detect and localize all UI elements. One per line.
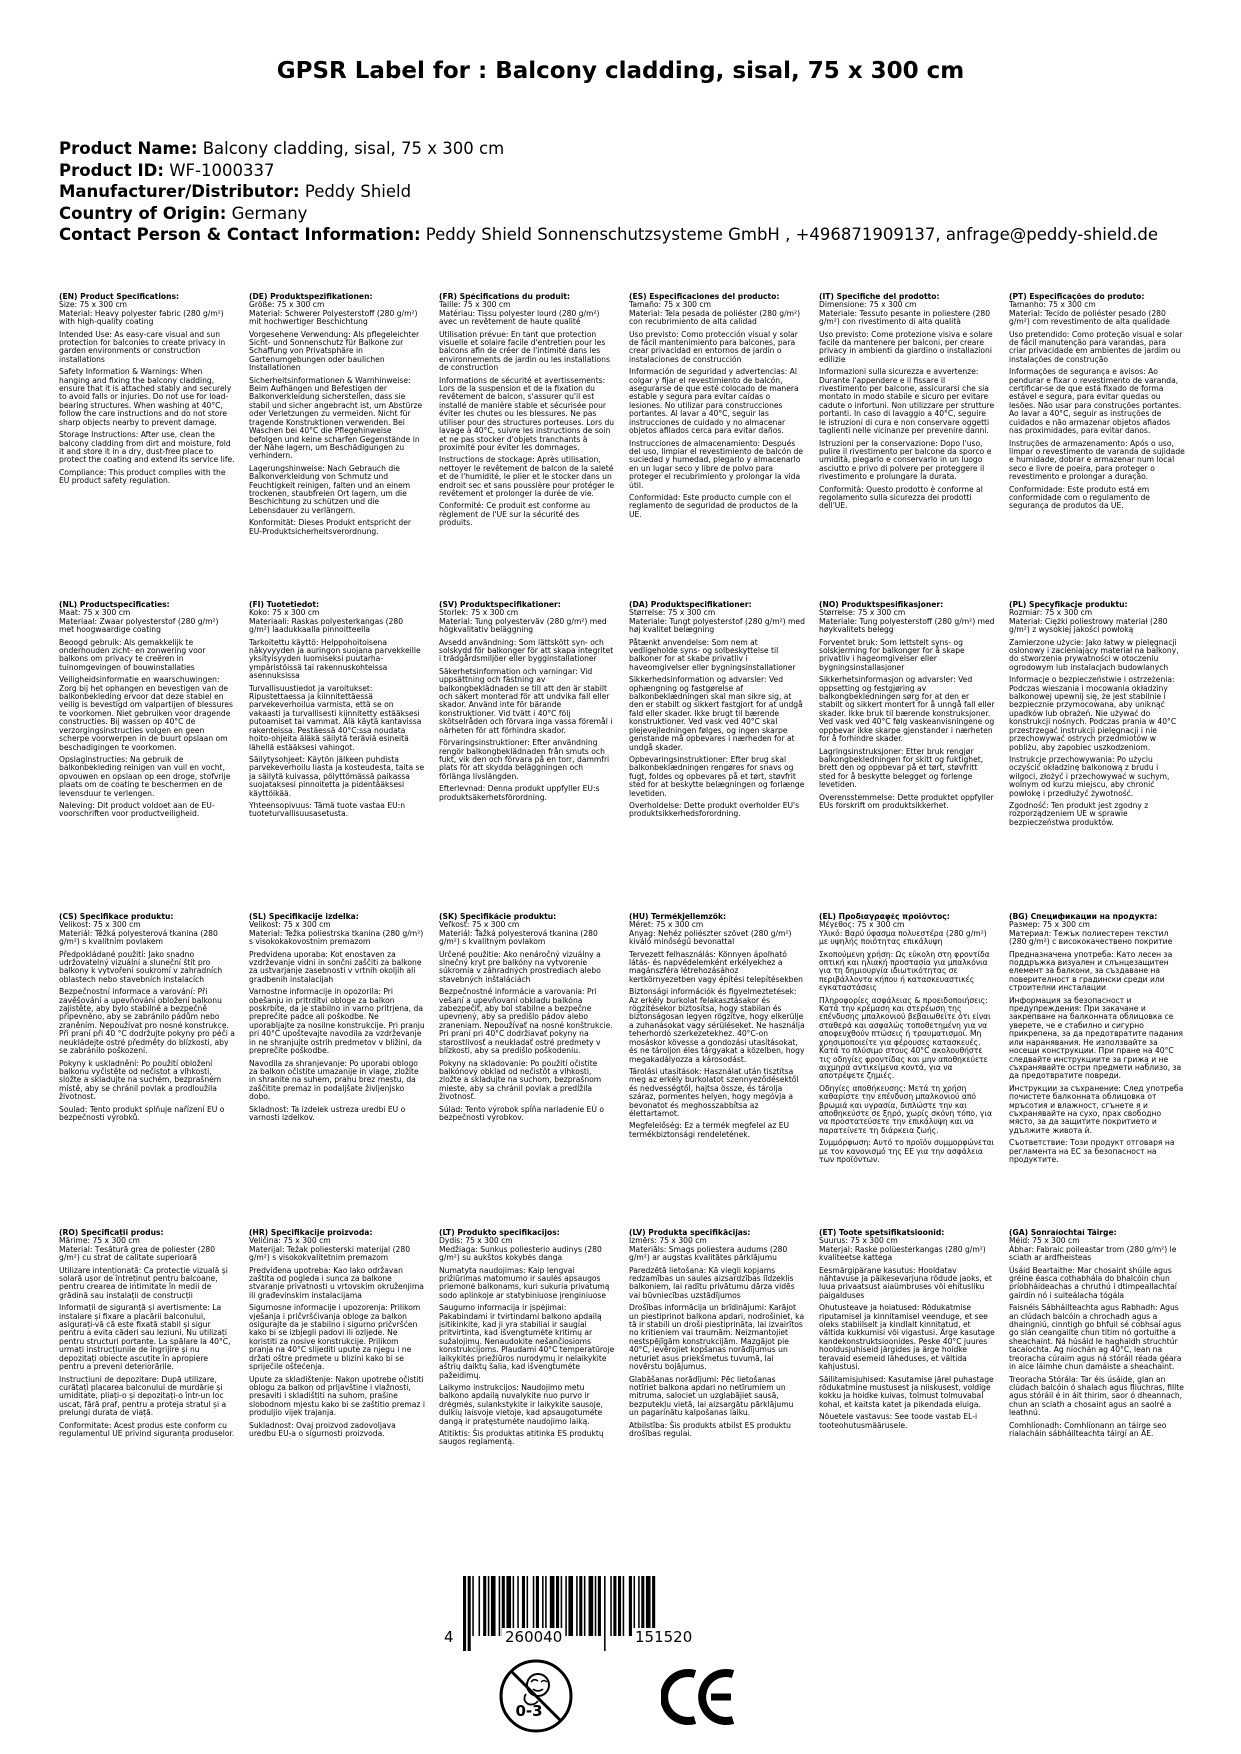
spec-size: Méret: 75 x 300 cm (629, 920, 704, 930)
spec-paragraph: Οδηγίες αποθήκευσης: Μετά τη χρήση καθαρίστε την επένδυση μπαλκονιού από βρωμιά και υγρασία, διπλώστε την και αποθηκεύστε σε ξηρό, χωρίς σκόνη τόπο, για να προστατεύσετε την επικάλυψη και να παρατείνετε τη διάρκεια ζωής. (819, 1083, 992, 1135)
spec-paragraph: Tárolási utasítások: Használat után tisztítsa meg az erkély burkolatot szennyeződésektől és nedvességtől, hajtsa össze, és tárolja száraz, pormentes helyen, hogy megóvja a bevonatot és meghosszabbítsa az élettartamot. (629, 1066, 799, 1118)
spec-block (1009, 913, 1199, 1168)
spec-size: Dimensione: 75 x 300 cm (819, 300, 917, 310)
spec-block (59, 913, 249, 1168)
barcode-bar (623, 1576, 625, 1636)
spec-size: Размер: 75 x 300 cm (1009, 920, 1090, 930)
spec-heading: (ES) Especificaciones del producto: (629, 293, 780, 301)
spec-paragraph: Utilisation prévue: En tant que protection visuelle et solaire facile d'entretien pour les balcons afin de créer de l'intimité dans les environnements de jardin ou les installations de construction (439, 329, 610, 373)
barcode-bar (618, 1576, 621, 1636)
barcode-bar (491, 1576, 496, 1636)
spec-paragraph: Atitiktis: Šis produktas atitinka ES produktų saugos reglamentą. (439, 1428, 604, 1447)
spec-paragraph: Uso previsto: Come protezione visiva e solare facile da mantenere per balconi, per creare privacy in ambienti da giardino o installazioni edilizie (819, 329, 993, 364)
barcode-bar (629, 1576, 632, 1636)
barcode-bar (610, 1576, 612, 1636)
barcode-bar (517, 1576, 519, 1636)
barcode-bar (513, 1576, 515, 1636)
spec-block (629, 601, 819, 831)
spec-size: Tamaño: 75 x 300 cm (629, 300, 711, 310)
spec-paragraph: Konformität: Dieses Produkt entspricht der EU-Produktsicherheitsverordnung. (249, 518, 412, 536)
spec-paragraph: Conformità: Questo prodotto è conforme al regolamento sulla sicurezza dei prodotti dell'UE. (819, 484, 983, 511)
spec-heading: (SL) Specifikacije izdelka: (249, 913, 359, 921)
spec-heading: (RO) Specificații produs: (59, 1229, 164, 1237)
barcode-bar (488, 1576, 490, 1636)
spec-paragraph: Material: Schwerer Polyesterstoff (280 g/m²) mit hochwertiger Beschichtung (249, 308, 418, 327)
barcode-bar (598, 1576, 601, 1636)
spec-row (59, 1229, 1199, 1451)
spec-size: Izmērs: 75 x 300 cm (629, 1236, 707, 1246)
spec-paragraph: Medžiaga: Sunkus poliesterio audinys (280 g/m²) su aukštos kokybės danga (439, 1244, 602, 1263)
spec-paragraph: Materiāls: Smags poliestera audums (280 g/m²) ar augstas kvalitātes pārklājumu (629, 1244, 788, 1263)
spec-paragraph: Предназначена употреба: Като лесен за поддръжка визуален и слънцезащитен елемент за балкони, за създаване на поверителност в градински среди или строителни инсталации (1009, 949, 1173, 993)
spec-heading: (SK) Špecifikácie produktu: (439, 913, 557, 921)
spec-paragraph: Conformitate: Acest produs este conform cu regulamentul UE privind siguranța produselor. (59, 1420, 235, 1438)
barcode-bar (561, 1576, 563, 1636)
spec-block (819, 913, 1009, 1168)
spec-paragraph: Instrucțiuni de depozitare: După utilizare, curățați placarea balconului de murdărie și umiditate, pliați-o și depozitați-o într-un loc uscat, fără praf, pentru a proteja stratul și a prelungi durata de viață. (59, 1374, 227, 1418)
info-label: Product ID: (59, 160, 164, 180)
spec-paragraph: Predviđena upotreba: Kao lako održavan zaštita od pogleda i sunca za balkone stvaranje privatnosti u vrtovskim okruženjima ili građevinskim instalacijama (249, 1265, 424, 1300)
spec-block (249, 913, 439, 1168)
spec-paragraph: Material: Heavy polyester fabric (280 g/m²) with high-quality coating (59, 308, 224, 327)
barcode-bar (652, 1576, 655, 1636)
spec-paragraph: Informações de segurança e avisos: Ao pendurar e fixar o revestimento de varanda, certificar-se de que está fixado de forma estável e segura, para evitar quedas ou lesões. Não usar para construções portantes. Ao lavar a 40°C, seguir as instruções de cuidados e não armazenar objetos afiados nas proximidades, para evitar danos. (1009, 367, 1182, 436)
spec-paragraph: Úsáid Beartaithe: Mar chosaint shúile agus gréine éasca cothabhála do bhalcóin chun príobháideachas a chruthú i dtimpeallachtaí gairdín nó i suiteálacha tógála (1009, 1265, 1177, 1300)
spec-paragraph: Sigurnosne informacije i upozorenja: Prilikom vješanja i pričvršćivanja obloge za balkon osigurajte da je stabilno i sigurno pričvršćen kako bi se izbjegli padovi ili ozljede. Ne koristiti za nosive konstrukcije. Prilikom pranja na 40°C slijediti upute za njegu i ne držati oštre predmete u blizini kako bi se spriječile oštećenja. (249, 1303, 421, 1372)
spec-paragraph: Nõuetele vastavus: See toode vastab EL-i tooteohutusmäärusele. (819, 1412, 978, 1430)
spec-size: Größe: 75 x 300 cm (249, 300, 325, 310)
spec-paragraph: Upute za skladištenje: Nakon upotrebe očistiti oblogu za balkon od prljavštine i vlažnosti, presaviti i skladištiti na suhom, prašine slobodnom mjestu kako bi se zaštitio premaz i produljio vijek trajanja. (249, 1374, 425, 1418)
spec-heading: (GA) Sonraíochtaí Táirge: (1009, 1229, 1117, 1237)
spec-paragraph: Overholdelse: Dette produkt overholder EU's produktsikkerhedsforordning. (629, 800, 800, 819)
spec-size: Maat: 75 x 300 cm (59, 608, 131, 618)
spec-size: Størrelse: 75 x 300 cm (819, 608, 906, 618)
spec-paragraph: Istruzioni per la conservazione: Dopo l'uso, pulire il rivestimento per balcone da sporco e umidità, piegarlo e conservarlo in un luogo asciutto e privo di polvere per proteggere il rivestimento e prolungare la durata. (819, 438, 992, 482)
spec-paragraph: Bezpečnostné informácie a varovania: Pri vešaní a upevňovaní obkladu balkóna zabezpečiť, aby bol stabilne a bezpečne upevnený, aby sa predišlo pádov alebo zraneniam. Nepoužívať na nosné konštrukcie. Pri praní pri 40°C dodržiavať pokyny na starostlivosť a neukladať ostré predmety v blízkosti, aby sa predišlo poškodeniu. (439, 987, 613, 1056)
spec-paragraph: Materjal: Raske polüesterkangas (280 g/m²) kvaliteetse kattega (819, 1244, 986, 1263)
spec-paragraph: Forventet bruk: Som lettstelt syns- og solskjerming for balkonger for å skape privatliv i hageomgivelser eller bygningsinstallasjoner (819, 637, 965, 672)
spec-block (249, 293, 439, 540)
product-info (59, 138, 1209, 246)
barcode-bar (506, 1576, 511, 1636)
spec-paragraph: Conformité: Ce produit est conforme au règlement de l'UE sur la sécurité des produits. (439, 501, 591, 528)
spec-block (249, 601, 439, 831)
barcode-bar (479, 1576, 481, 1636)
spec-paragraph: Eesmärgipärane kasutus: Hooldatav nähtavuse ja päikesevarjuna rõdude jaoks, et luua privaatsust aiaümbruses või ehitusliku paigalduses (819, 1265, 992, 1300)
spec-row (59, 601, 1199, 831)
info-value: Germany (231, 203, 308, 223)
spec-paragraph: Súlad: Tento výrobok spĺňa nariadenie EÚ o bezpečnosti výrobkov. (439, 1104, 604, 1122)
spec-paragraph: Comhlíonadh: Comhlíonann an táirge seo rialacháin sábháilteachta táirgí an AE. (1009, 1420, 1167, 1438)
spec-paragraph: Информация за безопасност и предупреждения: При закачане и закрепване на балконната облицовка се уверете, че е стабилно и сигурно прикрепена, за да предотвратите падания или наранявания. Не използвайте за носещи конструкции. При пране на 40°C следвайте инструкциите за грижа и не съхранявайте остри предмети наблизо, за да предотвратите повреди. (1009, 995, 1183, 1081)
spec-block (59, 1229, 249, 1451)
spec-paragraph: Materiaali: Raskas polyesterkangas (280 g/m²) laadukkaalla pinnoitteella (249, 616, 404, 635)
spec-paragraph: Soulad: Tento produkt splňuje nařízení EU o bezpečnosti výrobků. (59, 1104, 225, 1122)
info-label: Contact Person & Contact Information: (59, 225, 421, 244)
info-row (59, 203, 1209, 225)
info-value: Balcony cladding, sisal, 75 x 300 cm (202, 139, 505, 158)
spec-paragraph: Σκοπούμενη χρήση: Ως εύκολη στη φροντίδα οπτική και ηλιακή προστασία για μπαλκόνια για τη δημιουργία ιδιωτικότητας σε περιβάλλοντα κήπου ή κατασκευαστικές εγκαταστάσεις (819, 949, 990, 993)
spec-heading: (LV) Produkta specifikācijas: (629, 1229, 751, 1237)
barcode-bar (584, 1576, 586, 1636)
spec-paragraph: Material: Tung polyesterväv (280 g/m²) med högkvalitativ beläggning (439, 616, 607, 635)
spec-paragraph: Sicherheitsinformationen & Warnhinweise: Beim Aufhängen und Befestigen der Balkonverkleidung sicherstellen, dass sie stabil und sicher angebracht ist, um Abstürze oder Verletzungen zu vermeiden. Nicht für tragende Konstruktionen verwenden. Bei Waschen bei 40°C die Pflegehinweise befolgen und keine scharfen Gegenstände in der Nähe lagern, um Beschädigungen zu verhindern. (249, 375, 423, 461)
spec-row (59, 293, 1199, 540)
spec-paragraph: Skladnost: Ta izdelek ustreza uredbi EU o varnosti izdelkov. (249, 1104, 406, 1122)
spec-size: Velikost: 75 x 300 cm (249, 920, 331, 930)
spec-block (249, 1229, 439, 1451)
spec-paragraph: Ábhar: Fabraic poileastar trom (280 g/m²) le sciath ar ardfheisteas (1009, 1244, 1177, 1263)
spec-paragraph: Información de seguridad y advertencias: Al colgar y fijar el revestimiento de balcón, asegurarse de que esté colocado de manera estable y segura para evitar caídas o lesiones. No utilizar para construcciones portantes. Al lavar a 40°C, seguir las instrucciones de cuidado y no almacenar objetos afilados cerca para evitar daños. (629, 367, 799, 436)
spec-paragraph: Opslaginstructies: Na gebruik de balkonbekleding reinigen van vuil en vocht, opvouwen en opslaan op een droge, stofvrije plaats om de coating te beschermen en de levensduur te verlengen. (59, 754, 231, 798)
barcode-bar (579, 1576, 582, 1636)
spec-size: Storlek: 75 x 300 cm (439, 608, 519, 618)
barcode-bar (595, 1576, 597, 1636)
spec-paragraph: Materiál: Těžká polyesterová tkanina (280 g/m²) s kvalitním povlakem (59, 928, 218, 947)
spec-paragraph: Instrukcje przechowywania: Po użyciu oczyścić okładzinę balkonową z brudu i wilgoci, złożyć i przechowywać w suchym, wolnym od kurzu miejscu, aby chronić powłokę i przedłużyć żywotność. (1009, 754, 1170, 798)
spec-heading: (DE) Produktspezifikationen: (249, 293, 373, 301)
spec-paragraph: Materiale: Tungt polyesterstof (280 g/m²) med høj kvalitet belægning (629, 616, 805, 635)
barcode-digit-first: 4 (441, 1628, 457, 1646)
spec-paragraph: Tarkoitettu käyttö: Helppohoitoisena näkyvyyden ja auringon suojana parvekkeille yksityisyyden luomiseksi puutarha-ympäristöissä tai rakennuskohteissa asennuksissa (249, 637, 421, 681)
spec-size: Koko: 75 x 300 cm (249, 608, 320, 618)
spec-heading: (PT) Especificações do produto: (1009, 293, 1145, 301)
info-label: Manufacturer/Distributor: (59, 182, 300, 201)
spec-paragraph: Förvaringsinstruktioner: Efter användning rengör balkongbeklädnaden från smuts och fukt, vik den och förvara på en torr, dammfri plats för att skydda beläggningen och förlänga livslängden. (439, 738, 610, 781)
spec-paragraph: Storage Instructions: After use, clean the balcony cladding from dirt and moisture, fold it and store it in a dry, dust-free place to protect the coating and extend its service life. (59, 430, 235, 465)
info-value: Peddy Shield (304, 182, 412, 201)
spec-heading: (FI) Tuotetiedot: (249, 601, 320, 609)
spec-block (1009, 601, 1199, 831)
info-label: Country of Origin: (59, 203, 227, 223)
spec-paragraph: Overensstemmelse: Dette produktet oppfyller EUs forskrift om produktsikkerhet. (819, 792, 994, 810)
spec-paragraph: Πληροφορίες ασφάλειας & προειδοποιήσεις: Κατά την κρέμαση και στερέωση της επένδυσης μπαλκονιού βεβαιωθείτε ότι είναι σταθερά και ασφαλώς τοποθετημένη για να αποφευχθούν πτώσεις ή τραυματισμοί. Μη χρησιμοποιείτε για φέρουσες κατασκευές. Κατά το πλύσιμο στους 40°C ακολουθήστε τις οδηγίες φροντίδας και μην αποθηκεύετε αιχμηρά αντικείμενα κοντά, για να αποτρέψετε ζημιές. (819, 995, 991, 1081)
spec-size: Suurus: 75 x 300 cm (819, 1236, 898, 1246)
spec-paragraph: Pokyny k uskladnění: Po použití obložení balkonu vyčistěte od nečistot a vlhkosti, složte a skladujte na suchém, bezprašném místě, aby se chránil povlak a prodloužila životnost. (59, 1058, 222, 1102)
spec-paragraph: Materiaal: Zwaar polyesterstof (280 g/m²) met hoogwaardige coating (59, 616, 219, 635)
age-label: 0-3 (515, 1702, 543, 1720)
barcode-bar (634, 1576, 636, 1636)
info-label: Product Name: (59, 139, 198, 158)
spec-paragraph: Sikkerhedsinformation og advarsler: Ved ophængning og fastgørelse af balkonbeklædningen skal man sikre sig, at den er stabilt og sikkert fastgjort for at undgå fald eller skader. Ikke brugt til bærende konstruktioner. Ved vask ved 40°C skal plejevejledningen følges, og ingen skarpe genstande må opbevares i nærheden for at undgå skader. (629, 675, 803, 752)
info-row (59, 181, 1209, 203)
spec-size: Taille: 75 x 300 cm (439, 300, 511, 310)
spec-paragraph: Materiał: Ciężki poliestrowy materiał (280 g/m²) z wysokiej jakości powłoką (1009, 616, 1168, 635)
spec-paragraph: Glabāšanas norādījumi: Pēc lietošanas notīriet balkona apdari no netīrumiem un mitruma, salociet un uzglabājiet sausā, bezputekļu vietā, lai aizsargātu pārklājumu un pagarinātu kalpošanas laiku. (629, 1374, 794, 1418)
spec-heading: (ET) Toote spetsifikatsioonid: (819, 1229, 945, 1237)
spec-block (439, 601, 629, 831)
spec-paragraph: Faisnéis Sábháilteachta agus Rabhadh: Agus an clúdach balcóin a chrochadh agus a dhaingniú, cinntigh go bhfuil sé cobhsaí agus go slán ceangailte chun titim nó gortuithe a sheachaint. Ná húsáid le haghaidh struchtúr tacaíochta. Ag níochán ag 40°C, lean na treoracha cúraim agus ná stóráil réada géara in aice láimhe chun damáiste a sheachaint. (1009, 1303, 1182, 1372)
spec-paragraph: Instrucciones de almacenamiento: Después del uso, limpiar el revestimiento de balcón de suciedad y humedad, plegarlo y almacenarlo en un lugar seco y libre de polvo para proteger el recubrimiento y prolongar la vida útil. (629, 438, 804, 490)
spec-paragraph: Instructions de stockage: Après utilisation, nettoyer le revêtement de balcon de la saleté et de l'humidité, le plier et le stocker dans un endroit sec et sans poussière pour protéger le revêtement et prolonger la durée de vie. (439, 455, 615, 498)
spec-paragraph: Paredzētā lietošana: Kā viegli kopjams redzamības un saules aizsardzības līdzeklis balkoniem, lai radītu privātumu dārza vidēs vai būvniecības uzstādījumos (629, 1265, 795, 1300)
spec-block (819, 293, 1009, 540)
spec-paragraph: Sukladnost: Ovaj proizvod zadovoljava uredbu EU-a o sigurnosti proizvoda. (249, 1420, 396, 1438)
barcode-bar (589, 1576, 594, 1636)
spec-paragraph: Pokyny na skladovanie: Po použití očistite balkónový obklad od nečistôt a vlhkosti, zložte a skladujte na suchom, bezprašnom mieste, aby sa chránil povlak a predĺžila životnosť. (439, 1058, 602, 1102)
spec-paragraph: Informații de siguranță și avertismente: La instalare și fixare a placării balconului, asigurați-vă că este fixată stabil și sigur pentru a evita căderi sau leziuni. Nu utilizați pentru structuri portante. La spălare la 40°C, urmați instrucțiunile de îngrijire și nu depozitați obiecte ascuțite în apropiere pentru a preveni deteriorările. (59, 1303, 231, 1372)
spec-paragraph: Drošības informācija un brīdinājumi: Karājot un piestiprinot balkona apdari, nodrošiniet, ka tā ir stabili un droši piestiprināta, lai izvairītos no kritieniem vai traumām. Neizmantojiet nestspējīgām konstrukcijām. Mazgājot pie 40°C, ievērojiet kopšanas norādījumus un neturiet asus priekšmetus tuvumā, lai novērstu bojājumus. (629, 1303, 805, 1372)
barcode-bar (550, 1576, 555, 1636)
barcode-bar (604, 1576, 606, 1651)
barcode-bar (613, 1576, 616, 1636)
spec-paragraph: Conformidad: Este producto cumple con el reglamento de seguridad de productos de la UE. (629, 492, 799, 519)
spec-paragraph: Anyag: Nehéz poliészter szövet (280 g/m²) kiváló minőségű bevonattal (629, 928, 792, 947)
spec-paragraph: Material: Tela pesada de poliéster (280 g/m²) con recubrimiento de alta calidad (629, 308, 801, 327)
spec-size: Størrelse: 75 x 300 cm (629, 608, 716, 618)
barcode-bar (522, 1576, 525, 1636)
spec-size: Mărime: 75 x 300 cm (59, 1236, 140, 1246)
barcode-bar (527, 1576, 529, 1636)
spec-paragraph: Συμμόρφωση: Αυτό το προϊόν συμμορφώνεται με τον κανονισμό της ΕΕ για την ασφάλεια των προϊόντων. (819, 1138, 995, 1164)
spec-heading: (SV) Produktspecifikationer: (439, 601, 561, 609)
barcode-bar (468, 1576, 471, 1651)
spec-block (629, 293, 819, 540)
spec-block (819, 1229, 1009, 1451)
spec-paragraph: Avsedd användning: Som lättskött syn- och solskydd för balkonger för att skapa integritet i trädgårdsmiljöer eller bygginstallationer (439, 637, 614, 664)
spec-heading: (CS) Specifikace produktu: (59, 913, 174, 921)
spec-paragraph: Předpokládané použití: Jako snadno udržovatelný vizuální a sluneční štít pro balkony k vytvoření soukromí v zahradních oblastech nebo stavebních instalacích (59, 949, 223, 984)
spec-paragraph: Naleving: Dit product voldoet aan de EU-voorschriften voor productveiligheid. (59, 800, 215, 819)
spec-paragraph: Určené použitie: Ako nenáročný vizuálny a slnečný kryt pre balkóny na vytvorenie súkromia v záhradných prostrediach alebo stavebných inštaláciách (439, 949, 601, 984)
spec-paragraph: Informazioni sulla sicurezza e avvertenze: Durante l'appendere e il fissare il rivestimento per balcone, assicurarsi che sia montato in modo stabile e sicuro per evitare cadute o infortuni. Non utilizzare per strutture portanti. In caso di lavaggio a 40°C, seguire le istruzioni di cura e non conservare oggetti taglienti nelle vicinanze per prevenire danni. (819, 367, 995, 436)
spec-paragraph: Informations de sécurité et avertissements: Lors de la suspension et de la fixation du revêtement de balcon, s'assurer qu'il est installé de manière stable et sécurisée pour éviter les chutes ou les blessures. Ne pas utiliser pour des structures porteuses. Lors du lavage à 40°C, suivre les instructions de soin et ne pas stocker d'objets tranchants à proximité pour éviter les dommages. (439, 375, 615, 452)
spec-paragraph: Uso previsto: Como protección visual y solar de fácil mantenimiento para balcones, para crear privacidad en entornos de jardín o instalaciones de construcción (629, 329, 798, 364)
spec-block (59, 601, 249, 831)
info-value: Peddy Shield Sonnenschutzsysteme GmbH , +496871909137, anfrage@peddy-shield.de (425, 225, 1158, 244)
spec-paragraph: Материал: Тежък полиестерен текстил (280 g/m²) с висококачествено покритие (1009, 928, 1173, 947)
spec-paragraph: Material: Țesătură grea de poliester (280 g/m²) cu strat de calitate superioară (59, 1244, 216, 1263)
spec-paragraph: Predvidena uporaba: Kot enostaven za vzdrževanje vidni in sončni zaščiti za balkone za ustvarjanje zasebnosti v vrtnih okoljih ali gradbenih instalacijah (249, 949, 422, 984)
spec-row (59, 913, 1199, 1168)
barcode-bar (483, 1576, 486, 1636)
info-value: WF-1000337 (169, 160, 275, 180)
spec-paragraph: Intended Use: As easy-care visual and sun protection for balconies to create privacy in garden environments or construction installations (59, 329, 226, 364)
spec-paragraph: Matériau: Tissu polyester lourd (280 g/m²) avec un revêtement de haute qualité (439, 308, 600, 327)
spec-paragraph: Informacje o bezpieczeństwie i ostrzeżenia: Podczas wieszania i mocowania okładziny balkonowej upewnij się, że jest stabilnie i bezpiecznie przymocowana, aby uniknąć upadków lub obrażeń. Nie używać do konstrukcji nośnych. Podczas prania w 40°C przestrzegać instrukcji pielęgnacji i nie przechowywać ostrych przedmiotów w pobliżu, aby zapobiec uszkodzeniom. (1009, 675, 1177, 752)
spec-size: Veličina: 75 x 300 cm (249, 1236, 331, 1246)
info-row (59, 224, 1209, 246)
info-row (59, 138, 1209, 160)
spec-paragraph: Turvallisuustiedot ja varoitukset: Ripustettaessa ja kiinnitettäessä parvekeverhoilua varmista, että se on vakaasti ja turvallisesti kiinnitetty estääksesi putoamiset tai vammat. Älä käytä kantavissa rakenteissa. Pestäessä 40°C:ssa noudata hoito-ohjeita äläkä säilytä teräviä esineitä lähellä estääksesi vahingot. (249, 683, 422, 752)
barcode-digits-group2: 151520 (632, 1628, 695, 1646)
spec-paragraph: Lagerungshinweise: Nach Gebrauch die Balkonverkleidung von Schmutz und Feuchtigkeit reinigen, falten und an einem trockenen, staubfreien Ort lagern, um die Beschichtung zu schützen und die Lebensdauer zu verlängern. (249, 463, 411, 515)
spec-block (629, 1229, 819, 1451)
barcode-bar (556, 1576, 559, 1636)
spec-heading: (NL) Productspecificaties: (59, 601, 170, 609)
spec-paragraph: Opbevaringsinstruktioner: Efter brug skal balkonbeklædningen rengøres for snavs og fugt, foldes og opbevares på et tørt, støvfrit sted for at beskytte belægningen og forlænge levetiden. (629, 754, 805, 798)
spec-paragraph: Zgodność: Ten produkt jest zgodny z rozporządzeniem UE w sprawie bezpieczeństwa produktów. (1009, 800, 1149, 827)
spec-block (629, 913, 819, 1168)
spec-heading: (PL) Specyfikacje produktu: (1009, 601, 1128, 609)
spec-size: Size: 75 x 300 cm (59, 300, 128, 310)
spec-paragraph: Material: Tecido de poliéster pesado (280 g/m²) com revestimento de alta qualidade (1009, 308, 1170, 327)
spec-paragraph: Saugumo informacija ir įspėjimai: Pakabindami ir tvirtindami balkono apdailą įsitikinkite, kad ji yra stabiliai ir saugiai pritvirtinta, kad išvengtumėte kritimų ar sužalojimų. Nenaudokite nešančiosioms konstrukcijoms. Plaudami 40°C temperatūroje laikykitės priežiūros nurodymų ir nelaikykite aštrių daiktų šalia, kad išvengtumėte pažeidimų. (439, 1303, 615, 1380)
barcode-bar (638, 1576, 640, 1636)
spec-paragraph: Инструкции за съхранение: След употреба почистете балконната облицовка от мръсотия и влажност, сгънете я и съхранявайте на сухо, прах свободно място, за да защитите покритието и удължите живота ѝ. (1009, 1083, 1184, 1135)
spec-paragraph: Materiál: Ťažká polyesterová tkanina (280 g/m²) s kvalitným povlakom (439, 928, 598, 947)
spec-block (1009, 293, 1199, 540)
spec-paragraph: Yhteensopivuus: Tämä tuote vastaa EU:n tuoteturvallisuusasetusta. (249, 800, 406, 819)
spec-heading: (EL) Προδιαγραφές προϊόντος: (819, 913, 950, 921)
spec-heading: (IT) Specifiche del prodotto: (819, 293, 940, 301)
barcode-bar (463, 1576, 466, 1651)
spec-size: Veľkosť: 75 x 300 cm (439, 920, 520, 930)
spec-paragraph: Laikymo instrukcijos: Naudojimo metu balkono apdailą nuvalykite nuo purvo ir drėgmės, sulankstykite ir laikykite sausoje, dulkių laisvoje vietoje, kad apsaugotumėte dangą ir pratęstumėte naudojimo laiką. (439, 1382, 603, 1426)
spec-paragraph: Lagringsinstruksjoner: Etter bruk rengjør balkongbekledningen for skitt og fuktighet, brett den og oppbevar på et tørt, støvfritt sted for å beskytte belegget og forlenge levetiden. (819, 746, 984, 790)
spec-paragraph: Biztonsági információk és figyelmeztetések: Az erkély burkolat felakasztásakor és rögzítésekor biztosítsa, hogy stabilan és biztonságosan legyen rögzítve, hogy elkerülje a zuhanásokat vagy sérüléseket. Ne használja teherhordó szerkezetekhez. 40°C-on mosáskor kövesse a gondozási utasításokat, és ne tároljon éles tárgyakat a közelben, hogy megakadályozza a károsodást. (629, 987, 805, 1064)
spec-paragraph: Compliance: This product complies with the EU product safety regulation. (59, 467, 226, 486)
spec-paragraph: Säilytysohjeet: Käytön jälkeen puhdista parvekeverhoilu liasta ja kosteudesta, taita se ja säilytä kuivassa, pölyttömässä paikassa suojataksesi pinnoitetta ja pidentääksesi käyttöikää. (249, 754, 425, 798)
spec-paragraph: Tervezett felhasználás: Könnyen ápolható látás- és napvédelemként erkélyekhez a magánszféra létrehozásához kertkörnyezetben vagy építési telepítésekben (629, 949, 803, 984)
spec-paragraph: Utilizare intenționată: Ca protecție vizuală și solară ușor de întreținut pentru balcoane, pentru crearea de intimitate în medii de grădină sau instalații de construcții (59, 1265, 228, 1300)
spec-heading: (NO) Produktspesifikasjoner: (819, 601, 944, 609)
spec-block (439, 1229, 629, 1451)
spec-paragraph: Navodila za shranjevanje: Po uporabi oblogo za balkon očistite umazanije in vlage, zložite in shranite na suhem, prahu brez mestu, da zaščitite premaz in podaljšate življenjsko dobo. (249, 1058, 419, 1102)
spec-paragraph: Atbilstība: Šis produkts atbilst ES produktu drošības regulai. (629, 1420, 791, 1438)
spec-heading: (DA) Produktspecifikationer: (629, 601, 752, 609)
spec-paragraph: Υλικό: Βαρύ ύφασμα πολυεστέρα (280 g/m²) με υψηλής ποιότητας επικάλυψη (819, 928, 987, 947)
barcode-bar (565, 1576, 567, 1636)
spec-paragraph: Safety Information & Warnings: When hanging and fixing the balcony cladding, ensure that it is attached stably and securely to avoid falls or injuries. Do not use for load-bearing structures. When washing at 40°C, follow the care instructions and do not store sharp objects nearby to prevent damage. (59, 367, 232, 427)
barcode-bar (568, 1576, 573, 1636)
barcode-bar (536, 1576, 539, 1636)
spec-paragraph: Numatyta naudojimas: Kaip lengvai prižiūrimas matomumo ir saulės apsaugos priemonė balkonams, kuri sukuria privatumą sodo aplinkoje ar statybiniuose įrenginiuose (439, 1265, 610, 1300)
spec-paragraph: Säilitamisjuhised: Kasutamise järel puhastage rõdukatmine mustusest ja niiskusest, voldige kokku ja hoidke kuivas, tolmust tolmuvabal kohal, et kaitsta katet ja pikendada eluiga. (819, 1374, 994, 1409)
barcode-bar (646, 1576, 651, 1636)
spec-size: Rozmiar: 75 x 300 cm (1009, 608, 1093, 618)
spec-size: Velikost: 75 x 300 cm (59, 920, 141, 930)
barcode-bar (545, 1576, 547, 1636)
barcode-bar (502, 1576, 505, 1636)
spec-size: Tamanho: 75 x 300 cm (1009, 300, 1096, 310)
info-row (59, 160, 1209, 182)
spec-paragraph: Materiale: Tung polyesterstoff (280 g/m²) med høykvalitets belegg (819, 616, 995, 635)
barcode-bar (542, 1576, 544, 1636)
spec-paragraph: Megfelelőség: Ez a termék megfelel az EU termékbiztonsági rendeletének. (629, 1121, 790, 1139)
spec-heading: (HR) Specifikacije proizvoda: (249, 1229, 373, 1237)
spec-paragraph: Ohutusteave ja hoiatused: Rõdukatmise riputamisel ja kinnitamisel veenduge, et see oleks stabiilselt ja kindlalt kinnitatud, et vältida kukkumisi või vigastusi. Ärge kasutage kandekonstruktsioonides. Peske 40°C juures hooldusjuhiseid järgides ja ärge hoidke teravaid esemeid läheduses, et vältida kahjustusi. (819, 1303, 995, 1372)
spec-heading: (HU) Termékjellemzők: (629, 913, 727, 921)
barcode-bar (533, 1576, 535, 1636)
spec-paragraph: Bezpečnostní informace a varování: Při zavěšování a upevňování obložení balkonu zajistěte, aby bylo stabilně a bezpečně připevněno, aby se zabránilo pádům nebo zraněním. Nepoužívat pro nosné konstrukce. Při praní při 40 °C dodržujte pokyny pro péči a neukládejte ostré předměty do blízkosti, aby se zabránilo poškození. (59, 987, 235, 1056)
spec-block (439, 913, 629, 1168)
spec-paragraph: Veiligheidsinformatie en waarschuwingen: Zorg bij het ophangen en bevestigen van de balkonbekleding ervoor dat deze stabiel en veilig is bevestigd om valpartijen of blessures te voorkomen. Niet gebruiken voor dragende constructies. Bij wassen op 40°C de verzorgingsinstructies volgen en geen scherpe voorwerpen in de buurt opslaan om beschadigingen te voorkomen. (59, 675, 234, 752)
spec-paragraph: Uso pretendido: Como proteção visual e solar de fácil manutenção para varandas, para criar privacidade em ambientes de jardim ou instalações de construção (1009, 329, 1183, 364)
spec-paragraph: Säkerhetsinformation och varningar: Vid uppsättning och fästning av balkongbeklädnaden se till att den är stabilt och säkert monterad för att undvika fall eller skador. Använd inte för bärande konstruktioner. Vid tvätt i 40°C följ skötselråden och förvara inga vassa föremål i närheten för att förhindra skador. (439, 666, 613, 735)
barcode-bar (499, 1576, 501, 1636)
barcode-digits-group1: 260040 (502, 1628, 565, 1646)
age-0-3-warning-icon (498, 1658, 574, 1734)
spec-block (59, 293, 249, 540)
spec-paragraph: Materijal: Težak poliesterski materijal (280 g/m²) s visokokvalitetnim premazom (249, 1244, 411, 1263)
spec-paragraph: Vorgesehene Verwendung: Als pflegeleichter Sicht- und Sonnenschutz für Balkone zur Schaffung von Privatsphäre in Gartenumgebungen oder baulichen Installationen (249, 329, 420, 373)
spec-paragraph: Materiale: Tessuto pesante in poliestere (280 g/m²) con rivestimento di alta qualità (819, 308, 991, 327)
spec-heading: (BG) Спецификации на продукта: (1009, 913, 1158, 921)
spec-paragraph: Påtænkt anvendelse: Som nem at vedligeholde syns- og solbeskyttelse til balkoner for at skabe privatliv i haveomgivelser eller bygningsinstallationer (629, 637, 796, 672)
spec-paragraph: Material: Težka poliestrska tkanina (280 g/m²) s visokokakovostnim premazom (249, 928, 424, 947)
spec-paragraph: Conformidade: Este produto está em conformidade com o regulamento de segurança de produtos da UE. (1009, 484, 1150, 511)
spec-paragraph: Съответствие: Този продукт отговаря на регламента на ЕС за безопасност на продуктите. (1009, 1138, 1175, 1164)
spec-block (1009, 1229, 1199, 1451)
page-title: GPSR Label for : Balcony cladding, sisal, 75 x 300 cm (276, 58, 965, 84)
spec-heading: (EN) Product Specifications: (59, 293, 180, 301)
spec-heading: (FR) Spécifications du produit: (439, 293, 571, 301)
spec-size: Dydis: 75 x 300 cm (439, 1236, 513, 1246)
barcode-bar (472, 1576, 474, 1636)
spec-block (819, 601, 1009, 831)
spec-paragraph: Treoracha Stórála: Tar éis úsáide, glan an clúdach balcóin ó shalach agus fliuchras, fillte agus stóráil é in áit thirim, saor ó dheannach, chun an sciath a chosaint agus an saolré a leathnú. (1009, 1374, 1184, 1418)
spec-size: Μέγεθος: 75 x 300 cm (819, 920, 905, 930)
ce-mark-icon (661, 1666, 737, 1728)
spec-paragraph: Beoogd gebruik: Als gemakkelijk te onderhouden zicht- en zonwering voor balkons om privacy te creëren in tuinomgevingen of bouwinstallaties (59, 637, 206, 672)
spec-size: Méid: 75 x 300 cm (1009, 1236, 1080, 1246)
spec-paragraph: Instruções de armazenamento: Após o uso, limpar o revestimento de varanda de sujidade e humidade, dobrar e armazenar num local seco e livre de poeira, para proteger o revestimento e prolongar a duração. (1009, 438, 1185, 482)
barcode-bar (576, 1576, 578, 1636)
spec-paragraph: Efterlevnad: Denna produkt uppfyller EU:s produktsäkerhetsförordning. (439, 784, 600, 802)
spec-block (439, 293, 629, 540)
barcode-bar (641, 1576, 644, 1636)
spec-paragraph: Sikkerhetsinformasjon og advarsler: Ved oppsetting og festgjøring av balkongbekledningen sørg for at den er stabilt og sikkert montert for å unngå fall eller skader. Ikke bruk til bærende konstruksjoner. Ved vask ved 40°C følg vaskeanvisningene og oppbevar ikke skarpe gjenstander i nærheten for å forhindre skader. (819, 675, 995, 744)
spec-paragraph: Varnostne informacije in opozorila: Pri obešanju in pritrditvi obloge za balkon poskrbite, da je stabilno in varno pritrjena, da preprečite padce ali poškodbe. Ne uporabljajte za nosilne konstrukcije. Pri pranju pri 40°C upoštevajte navodila za vzdrževanje in ne shranjujte ostrih predmetov v bližini, da preprečite poškodbe. (249, 987, 425, 1056)
spec-paragraph: Zamierzone użycie: Jako łatwy w pielęgnacji osłonowy i zacieniający materiał na balkony, do stworzenia prywatności w otoczeniu ogrodowym lub instalacjach budowlanych (1009, 637, 1179, 672)
spec-heading: (LT) Produkto specifikacijos: (439, 1229, 560, 1237)
